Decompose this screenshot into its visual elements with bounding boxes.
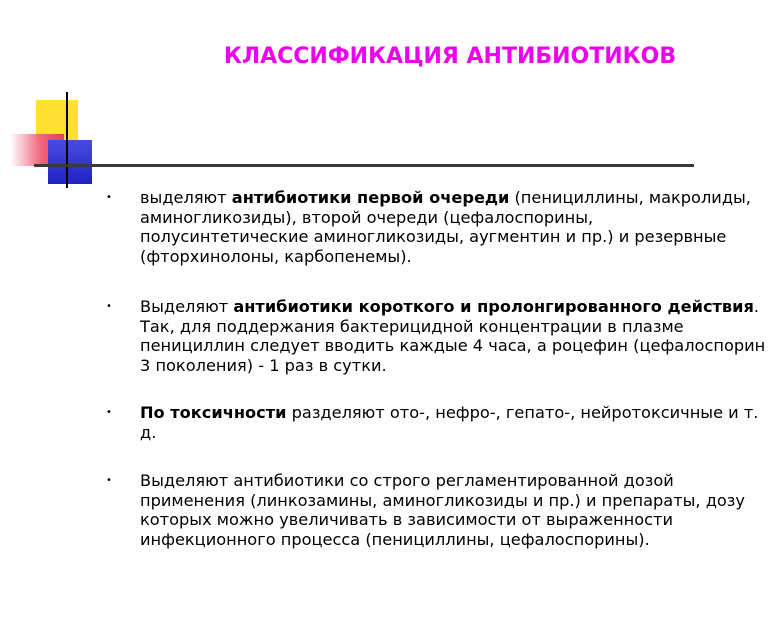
- bullet-item-priority: [106, 188, 766, 266]
- bullet-text: . Так, для поддержания бактерицидной концентрации в плазме пенициллин следует вводить каждые 4 часа, а роцефин (цефалоспорин 3 поколения) - 1 раз в сутки.: [140, 297, 766, 375]
- slide-title: КЛАССИФИКАЦИЯ АНТИБИОТИКОВ: [223, 44, 677, 69]
- bullet-dot: •: [106, 407, 112, 418]
- bullet-bold-term: антибиотики первой очереди: [231, 188, 510, 207]
- bullet-item-toxicity: [106, 403, 766, 442]
- bullet-text: выделяют: [140, 188, 232, 207]
- bullet-list: [106, 188, 766, 549]
- bullet-text: разделяют ото-, нефро-, гепато-, нейротоксичные и т. д.: [140, 403, 759, 442]
- bullet-text: Выделяют: [140, 297, 234, 316]
- bullet-dot: •: [106, 475, 112, 486]
- bullet-bold-term: По токсичности: [140, 403, 287, 422]
- bullet-bold-term: антибиотики короткого и пролонгированного действия: [233, 297, 754, 316]
- bullet-dot: •: [106, 192, 112, 203]
- bullet-text: (пенициллины, макролиды, аминогликозиды), второй очереди (цефалоспорины, полусинтетические аминогликозиды, аугментин и пр.) и резервные (фторхинолоны, карбопенемы).: [140, 188, 751, 266]
- blue-square-decoration: [48, 140, 92, 184]
- vertical-rule-decoration: [66, 92, 68, 188]
- bullet-item-duration: [106, 297, 766, 375]
- title-underline-rule: [34, 164, 694, 167]
- bullet-item-dosage: [106, 471, 766, 549]
- bullet-text: Выделяют антибиотики со строго регламентированной дозой применения (линкозамины, аминогликозиды и пр.) и препараты, дозу которых можно увеличивать в зависимости от выраженности инфекционного процесса (пенициллины, цефалоспорины).: [140, 471, 745, 549]
- bullet-dot: •: [106, 301, 112, 312]
